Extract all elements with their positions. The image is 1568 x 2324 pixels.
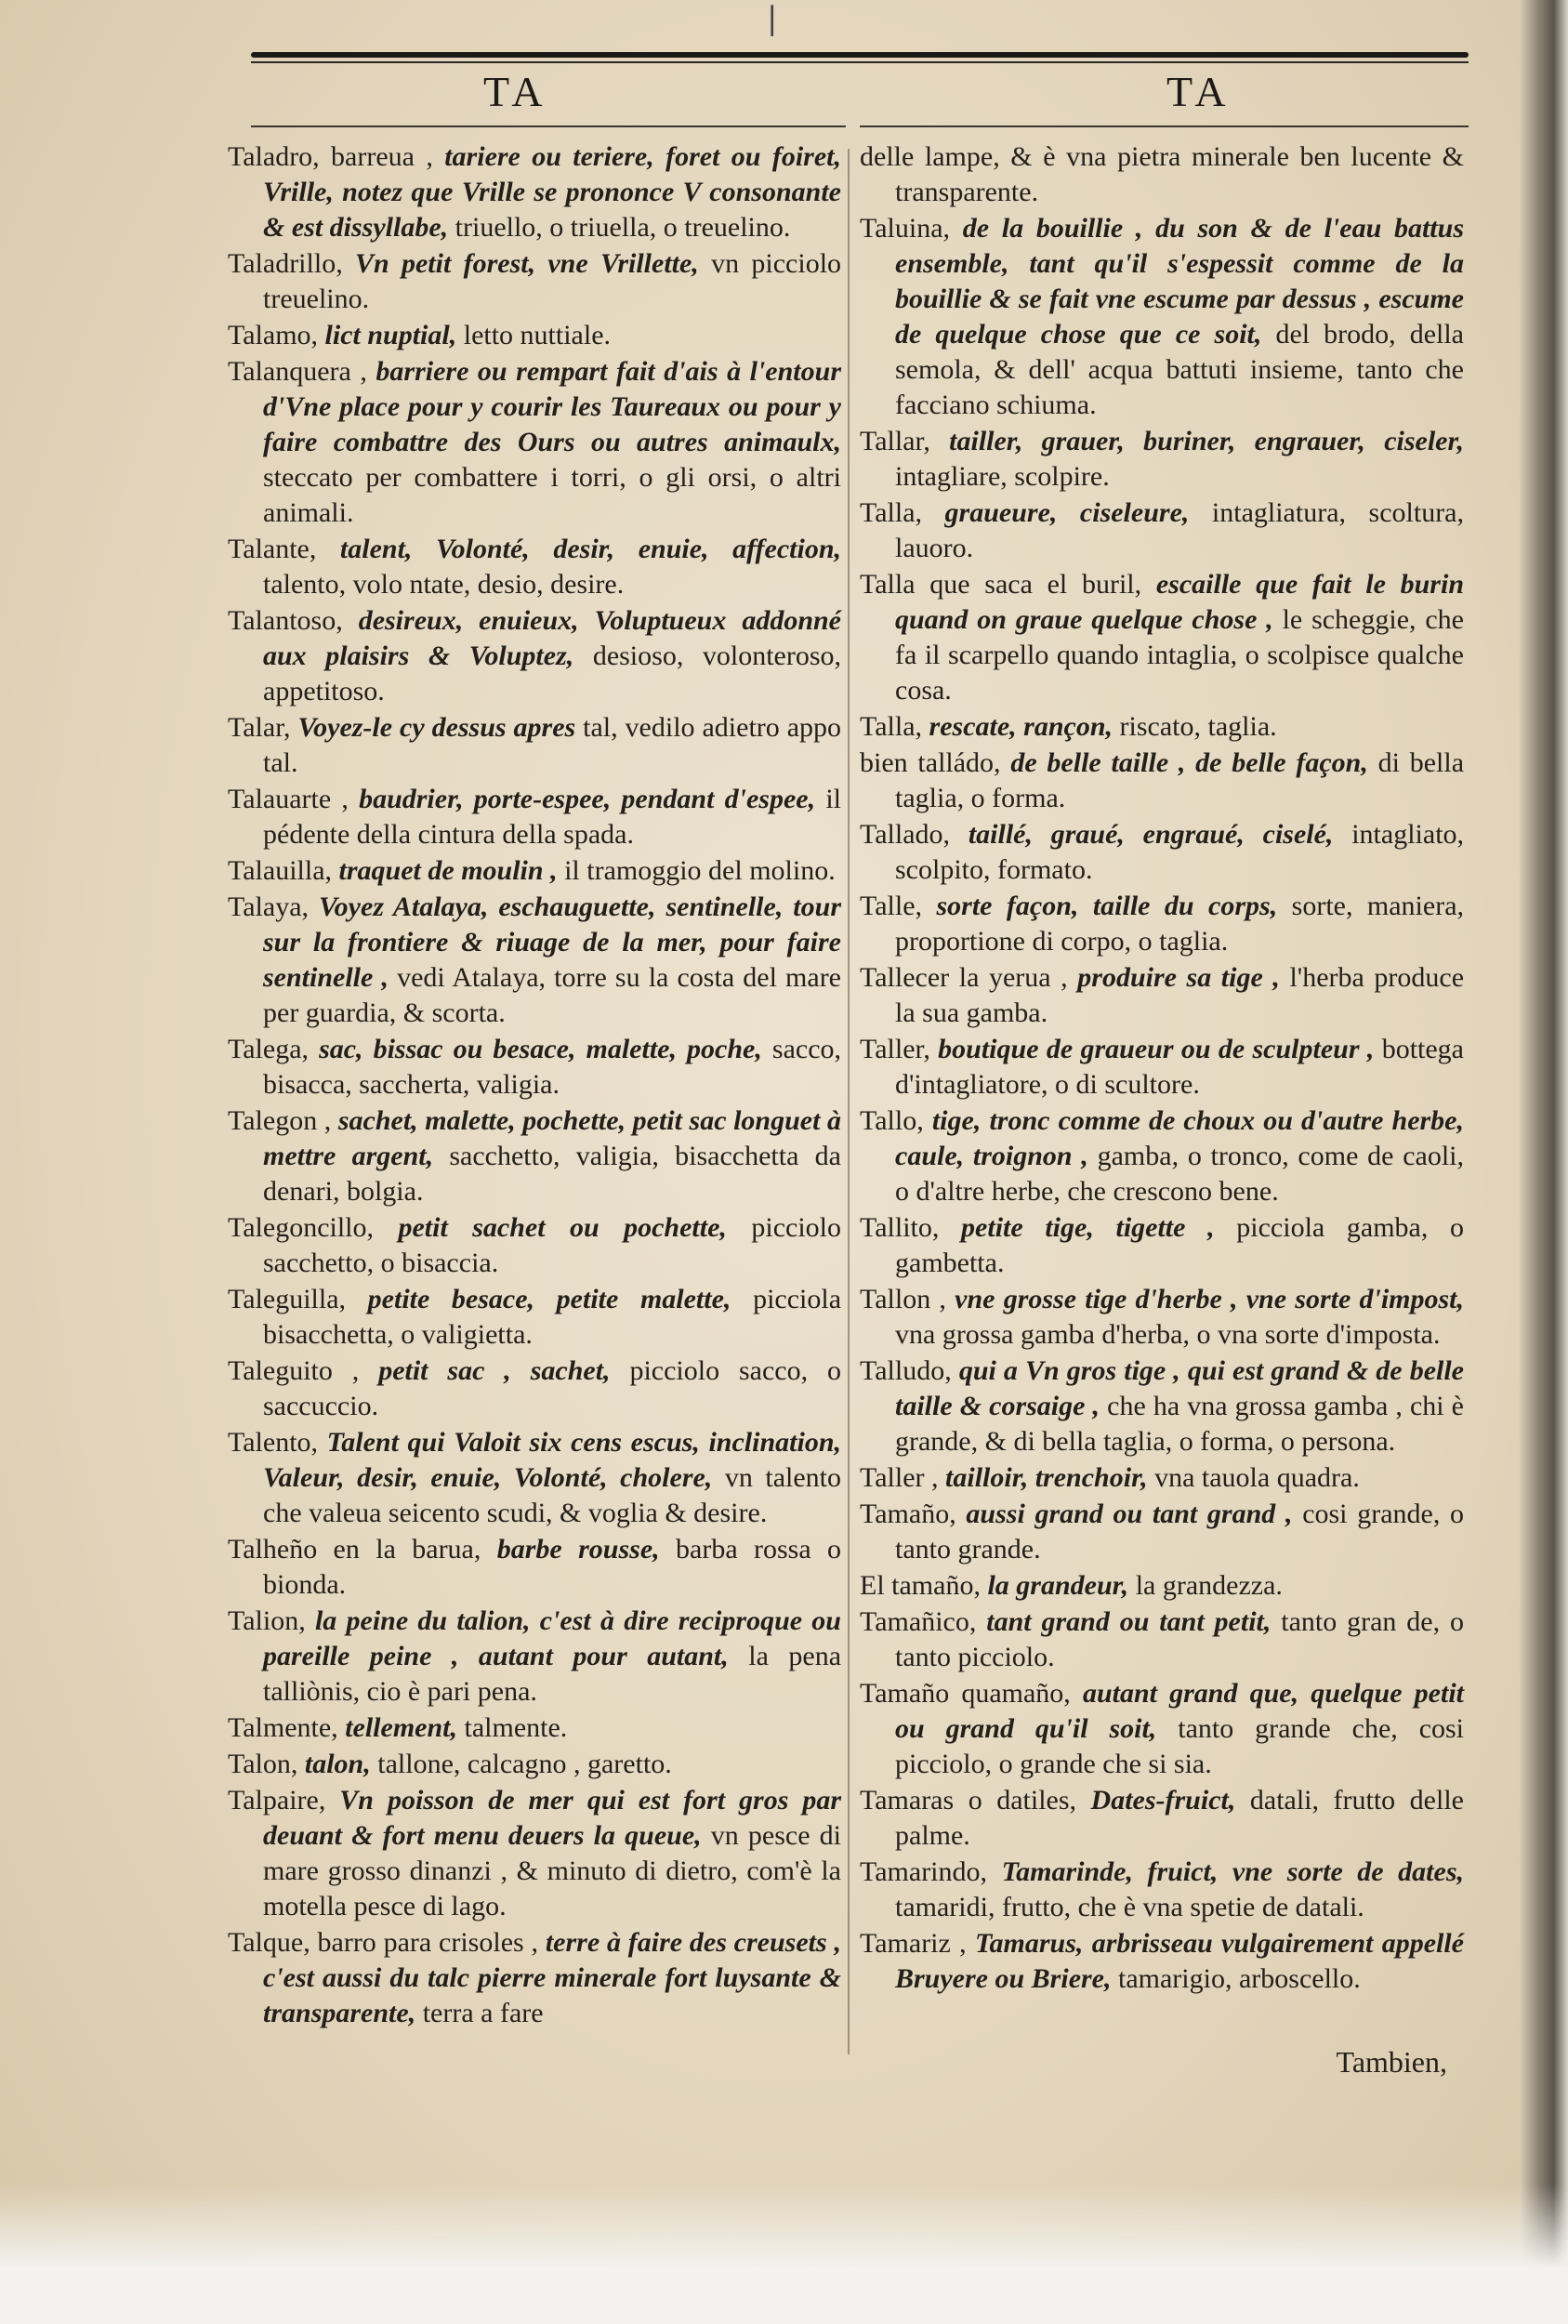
- entry-italian-gloss: tamarigio, arboscello.: [1118, 1963, 1361, 1994]
- entry-french-gloss: tariere ou teriere, foret ou foiret, Vrille, notez que Vrille se prononce V consonante & est dissyllabe,: [263, 141, 841, 243]
- top-rule-thin: [251, 61, 1469, 63]
- dictionary-entry: [860, 1676, 1464, 1782]
- entry-italian-gloss: vn picciolo treuelino.: [263, 248, 842, 314]
- entry-french-gloss: talent, Volonté, desir, enuie, affection,: [339, 534, 842, 564]
- entry-french-gloss: sac, bissac ou besace, malette, poche,: [319, 1034, 762, 1064]
- entry-headword: El tamaño,: [860, 1570, 981, 1601]
- entry-headword: Talion,: [228, 1605, 306, 1636]
- entry-italian-gloss: steccato per combattere i torri, o gli orsi, o altri animali.: [263, 462, 841, 528]
- entry-headword: Talmente,: [228, 1712, 338, 1743]
- entry-italian-gloss: picciola gamba, o gambetta.: [895, 1212, 1464, 1278]
- dictionary-entry: [860, 709, 1464, 745]
- entry-headword: Talaya,: [228, 891, 310, 922]
- entry-french-gloss: qui a Vn gros tige , qui est grand & de belle taille & corsaige ,: [895, 1355, 1464, 1421]
- dictionary-entry: [228, 1710, 841, 1746]
- entry-french-gloss: vne grosse tige d'herbe , vne sorte d'impost,: [955, 1284, 1465, 1314]
- entry-headword: Talheño en la barua,: [228, 1534, 481, 1565]
- dictionary-entry: [860, 211, 1464, 423]
- entry-italian-gloss: sacchetto, valigia, bisacchetta da denari, bolgia.: [263, 1141, 841, 1207]
- entry-italian-gloss: tanto gran de, o tanto picciolo.: [895, 1606, 1465, 1672]
- entry-italian-gloss: intagliare, scolpire.: [895, 461, 1110, 492]
- dictionary-entry: [228, 853, 841, 889]
- dictionary-entry: [228, 1032, 841, 1103]
- entry-french-gloss: lict nuptial,: [324, 320, 457, 350]
- entry-italian-gloss: l'herba produce la sua gamba.: [895, 962, 1465, 1028]
- entry-french-gloss: petite besace, petite malette,: [367, 1284, 731, 1314]
- dictionary-entry: [860, 1497, 1464, 1567]
- catchword: Tambien,: [1336, 2045, 1447, 2079]
- entry-french-gloss: tailler, grauer, buriner, engrauer, ciseler,: [949, 426, 1465, 456]
- entry-italian-gloss: tal, vedilo adietro appo tal.: [263, 712, 842, 778]
- column-divider: [848, 149, 850, 2054]
- entry-italian-gloss: bottega d'intagliatore, o di scultore.: [895, 1034, 1464, 1100]
- entry-italian-gloss: vna tauola quadra.: [1154, 1462, 1360, 1493]
- dictionary-entry: [228, 354, 841, 531]
- dictionary-entry: [860, 1568, 1464, 1604]
- dictionary-entry: [228, 1210, 841, 1281]
- dictionary-entry: [228, 318, 841, 353]
- entry-italian-gloss: tamaridi, frutto, che è vna spetie de datali.: [895, 1892, 1364, 1922]
- entry-french-gloss: baudrier, porte-espee, pendant d'espee,: [359, 784, 816, 814]
- page-gutter-edge: [1520, 0, 1568, 2324]
- entry-italian-gloss: desioso, volonteroso, appetitoso.: [263, 640, 842, 706]
- entry-italian-gloss: vn pesce di mare grosso dinanzi , & minuto di dietro, com'è la motella pesce di lago.: [263, 1820, 842, 1921]
- entry-headword: Taleguito ,: [228, 1355, 360, 1386]
- dictionary-entry: [228, 139, 841, 245]
- entry-french-gloss: rescate, rançon,: [929, 711, 1113, 742]
- dictionary-entry: [228, 1282, 841, 1353]
- dictionary-entry: [228, 1353, 841, 1424]
- entry-french-gloss: desireux, enuieux, Voluptueux addonné aux plaisirs & Voluptez,: [263, 605, 841, 671]
- dictionary-entry: [860, 1926, 1464, 1997]
- entry-italian-gloss: letto nuttiale.: [463, 320, 612, 350]
- entry-headword: Tamariz ,: [860, 1928, 967, 1959]
- dictionary-entry: [860, 1855, 1464, 1925]
- entry-headword: Taller ,: [860, 1462, 939, 1493]
- entry-french-gloss: Voyez-le cy dessus apres: [297, 712, 576, 743]
- entry-french-gloss: la grandeur,: [987, 1570, 1129, 1601]
- entry-italian-gloss: talmente.: [464, 1712, 568, 1743]
- entry-french-gloss: Vn poisson de mer qui est fort gros par deuant & fort menu deuers la queue,: [263, 1785, 841, 1851]
- entry-italian-gloss: picciola bisacchetta, o valigietta.: [263, 1284, 842, 1350]
- entry-italian-gloss: delle lampe, & è vna pietra minerale ben lucente & transparente.: [860, 141, 1464, 207]
- entry-italian-gloss: del brodo, della semola, & dell' acqua battuti insieme, tanto che facciano schiuma.: [895, 319, 1464, 420]
- dictionary-entry: [860, 960, 1464, 1031]
- entry-headword: Talauarte ,: [228, 784, 349, 814]
- dictionary-entry: [860, 1460, 1464, 1496]
- entry-french-gloss: Dates-fruict,: [1090, 1785, 1236, 1816]
- entry-italian-gloss: vn talento che valeua seicento scudi, & voglia & desire.: [263, 1462, 842, 1528]
- dictionary-entry: [228, 1103, 841, 1209]
- entry-italian-gloss: vna grossa gamba d'herba, o vna sorte d'imposta.: [895, 1319, 1441, 1350]
- dictionary-entry: [860, 1604, 1464, 1675]
- entry-headword: Tallon ,: [860, 1284, 946, 1314]
- entry-headword: Tamaño,: [860, 1499, 956, 1529]
- entry-italian-gloss: il pédente della cintura della spada.: [263, 784, 841, 850]
- dictionary-entry: [860, 817, 1464, 888]
- dictionary-entry: [228, 782, 841, 852]
- dictionary-entry: [860, 1353, 1464, 1459]
- dictionary-entry: [228, 1783, 841, 1924]
- entry-french-gloss: taillé, graué, engraué, ciselé,: [968, 819, 1334, 850]
- left-column: [228, 139, 841, 2032]
- entry-headword: Talegon ,: [228, 1105, 332, 1136]
- entry-french-gloss: talon,: [304, 1749, 371, 1779]
- header-rule-right: [860, 125, 1469, 127]
- entry-italian-gloss: gamba, o tronco, come de caoli, o d'altre herbe, che crescono bene.: [895, 1141, 1464, 1207]
- entry-french-gloss: boutique de graueur ou de sculpteur ,: [938, 1034, 1375, 1064]
- entry-french-gloss: sachet, malette, pochette, petit sac longuet à mettre argent,: [263, 1105, 842, 1171]
- dictionary-entry: [860, 746, 1464, 816]
- entry-french-gloss: de belle taille , de belle façon,: [1010, 747, 1368, 778]
- dictionary-entry: [860, 139, 1464, 210]
- entry-italian-gloss: riscato, taglia.: [1119, 711, 1277, 742]
- entry-italian-gloss: intagliatura, scoltura, lauoro.: [895, 497, 1464, 563]
- dictionary-entry: [228, 603, 841, 709]
- entry-headword: Taladrillo,: [228, 248, 343, 279]
- dictionary-entry: [228, 1747, 841, 1782]
- entry-headword: Tamañico,: [860, 1606, 977, 1637]
- entry-italian-gloss: intagliato, scolpito, formato.: [895, 819, 1465, 885]
- entry-french-gloss: tailloir, trenchoir,: [945, 1462, 1148, 1493]
- entry-headword: Talle,: [860, 891, 923, 921]
- entry-italian-gloss: vedi Atalaya, torre su la costa del mare per guardia, & scorta.: [263, 962, 842, 1028]
- page-bottom-margin: [0, 2185, 1568, 2324]
- entry-french-gloss: sorte façon, taille du corps,: [936, 891, 1278, 921]
- entry-italian-gloss: le scheggie, che fa il scarpello quando intaglia, o scolpisce qualche cosa.: [895, 604, 1464, 706]
- entry-headword: Talpaire,: [228, 1785, 326, 1816]
- entry-french-gloss: la peine du talion, c'est à dire reciproque ou pareille peine , autant pour autant,: [263, 1605, 841, 1671]
- entry-italian-gloss: la grandezza.: [1135, 1570, 1283, 1601]
- dictionary-entry: [228, 532, 841, 602]
- entry-headword: Talla que saca el buril,: [860, 569, 1142, 600]
- dictionary-entry: [228, 1604, 841, 1710]
- entry-italian-gloss: sacco, bisacca, saccherta, valigia.: [263, 1034, 842, 1100]
- entry-headword: Talludo,: [860, 1355, 952, 1386]
- entry-french-gloss: escaille que fait le burin quand on graue quelque chose ,: [895, 569, 1464, 635]
- entry-french-gloss: Tamarus, arbrisseau vulgairement appellé Bruyere ou Briere,: [895, 1928, 1465, 1994]
- entry-headword: Talamo,: [228, 320, 319, 350]
- running-header-left: TA: [483, 68, 548, 115]
- entry-french-gloss: barriere ou rempart fait d'ais à l'entour d'Vne place pour y courir les Taureaux ou pour y faire combattre des Ours ou autres animaulx,: [263, 356, 841, 457]
- entry-french-gloss: Talent qui Valoit six cens escus, inclination, Valeur, desir, enuie, Volonté, cholere,: [263, 1427, 841, 1493]
- entry-italian-gloss: il tramoggio del molino.: [564, 855, 836, 886]
- dictionary-entry: [228, 710, 841, 781]
- dictionary-entry: [860, 1032, 1464, 1103]
- entry-french-gloss: produire sa tige ,: [1077, 962, 1280, 993]
- entry-french-gloss: petit sac , sachet,: [378, 1355, 611, 1386]
- entry-headword: Taleguilla,: [228, 1284, 347, 1314]
- entry-italian-gloss: tanto grande che, cosi picciolo, o grande che si sia.: [895, 1713, 1465, 1779]
- entry-french-gloss: Vn petit forest, vne Vrillette,: [355, 248, 699, 279]
- entry-italian-gloss: cosi grande, o tanto grande.: [895, 1499, 1465, 1565]
- entry-headword: Talar,: [228, 712, 291, 743]
- entry-headword: Tallo,: [860, 1105, 924, 1136]
- header-rule-left: [251, 125, 846, 127]
- entry-french-gloss: terre à faire des creusets , c'est aussi du talc pierre minerale fort luysante & transparente,: [263, 1927, 841, 2028]
- dictionary-entry: [860, 1282, 1464, 1353]
- entry-headword: Tallar,: [860, 426, 930, 456]
- entry-french-gloss: barbe rousse,: [496, 1534, 660, 1565]
- entry-french-gloss: Tamarinde, fruict, vne sorte de dates,: [1001, 1856, 1464, 1887]
- entry-french-gloss: de la bouillie , du son & de l'eau battus ensemble, tant qu'il s'espessit comme de la bouillie & se fait vne escume par dessus , escume de quelque chose que ce soit,: [895, 213, 1465, 350]
- entry-headword: Tallado,: [860, 819, 951, 850]
- entry-french-gloss: tellement,: [345, 1712, 457, 1743]
- entry-italian-gloss: picciolo sacco, o saccuccio.: [263, 1355, 841, 1421]
- dictionary-entry: [228, 1425, 841, 1531]
- entry-french-gloss: Voyez Atalaya, eschauguette, sentinelle, tour sur la frontiere & riuage de la mer, pour faire sentinelle ,: [263, 891, 841, 993]
- entry-french-gloss: petite tige, tigette ,: [961, 1212, 1215, 1243]
- dictionary-entry: [860, 1103, 1464, 1209]
- dictionary-entry: [860, 495, 1464, 566]
- entry-headword: Talanquera ,: [228, 356, 367, 387]
- entry-headword: Talla,: [860, 497, 923, 528]
- top-mark: |: [767, 0, 778, 37]
- entry-italian-gloss: che ha vna grossa gamba , chi è grande, & di bella taglia, o forma, o persona.: [895, 1391, 1465, 1457]
- dictionary-entry: [860, 1783, 1464, 1854]
- dictionary-entry: [228, 1925, 841, 2031]
- entry-headword: Talque, barro para crisoles ,: [228, 1927, 538, 1958]
- entry-headword: Talento,: [228, 1427, 319, 1458]
- entry-headword: Tallecer la yerua ,: [860, 962, 1068, 993]
- dictionary-entry: [228, 246, 841, 317]
- entry-french-gloss: traquet de moulin ,: [338, 855, 558, 886]
- entry-headword: bien talládo,: [860, 747, 1001, 778]
- entry-french-gloss: aussi grand ou tant grand ,: [966, 1499, 1293, 1529]
- entry-headword: Tamaño quamaño,: [860, 1678, 1071, 1709]
- entry-headword: Tallito,: [860, 1212, 940, 1243]
- entry-headword: Taluina,: [860, 213, 951, 244]
- entry-headword: Taladro, barreua ,: [228, 141, 433, 172]
- dictionary-entry: [228, 1532, 841, 1603]
- entry-italian-gloss: picciolo sacchetto, o bisaccia.: [263, 1212, 841, 1278]
- right-column: [860, 139, 1464, 1998]
- entry-italian-gloss: talento, volo ntate, desio, desire.: [263, 569, 625, 600]
- entry-headword: Talla,: [860, 711, 923, 742]
- top-rule: [251, 52, 1469, 58]
- entry-italian-gloss: sorte, maniera, proportione di corpo, o taglia.: [895, 891, 1465, 957]
- entry-italian-gloss: datali, frutto delle palme.: [895, 1785, 1464, 1851]
- entry-headword: Talon,: [228, 1749, 298, 1779]
- entry-french-gloss: graueure, ciseleure,: [944, 497, 1190, 528]
- entry-headword: Taller,: [860, 1034, 930, 1064]
- entry-italian-gloss: barba rossa o bionda.: [263, 1534, 842, 1600]
- dictionary-entry: [860, 889, 1464, 959]
- entry-italian-gloss: di bella taglia, o forma.: [895, 747, 1465, 813]
- entry-headword: Talegoncillo,: [228, 1212, 375, 1243]
- dictionary-entry: [228, 890, 841, 1031]
- entry-french-gloss: tige, tronc comme de choux ou d'autre herbe, caule, troignon ,: [895, 1105, 1464, 1171]
- dictionary-entry: [860, 424, 1464, 495]
- entry-french-gloss: tant grand ou tant petit,: [986, 1606, 1272, 1637]
- entry-headword: Tamarindo,: [860, 1856, 988, 1887]
- dictionary-entry: [860, 1210, 1464, 1281]
- entry-headword: Talauilla,: [228, 855, 333, 886]
- entry-italian-gloss: terra a fare: [422, 1998, 544, 2028]
- entry-french-gloss: autant grand que, quelque petit ou grand qu'il soit,: [895, 1678, 1465, 1744]
- entry-headword: Talega,: [228, 1034, 310, 1064]
- entry-italian-gloss: la pena talliònis, cio è pari pena.: [263, 1641, 842, 1707]
- entry-headword: Tamaras o datiles,: [860, 1785, 1077, 1816]
- dictionary-entry: [860, 567, 1464, 708]
- entry-french-gloss: petit sachet ou pochette,: [398, 1212, 727, 1243]
- entry-italian-gloss: tallone, calcagno , garetto.: [377, 1749, 672, 1779]
- entry-italian-gloss: triuello, o triuella, o treuelino.: [455, 212, 791, 243]
- running-header-right: TA: [1166, 68, 1232, 115]
- entry-headword: Talantoso,: [228, 605, 343, 636]
- entry-headword: Talante,: [228, 534, 317, 564]
